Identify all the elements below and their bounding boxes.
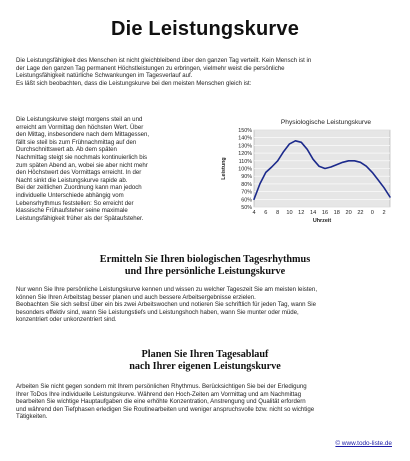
x-axis-label: Uhrzeit	[312, 218, 332, 224]
x-tick-label: 10	[286, 210, 293, 216]
y-axis-label: Leistung	[221, 157, 227, 180]
curve-text-line: Bei der zeitlichen Zuordnung kann man jedoch	[16, 184, 142, 192]
leistungskurve-chart	[210, 116, 395, 229]
y-tick-label: 90%	[241, 174, 252, 181]
section1-line: besonders effektiv sind, wann Sie Leistungstiefs und Leistungshoch haben, wann Sie munter oder müde,	[16, 308, 299, 316]
section1-line: können Sie Ihren Arbeitstag besser planen und auch bessere Arbeitsergebnisse erzielen.	[16, 293, 256, 301]
curve-description	[16, 116, 149, 222]
curve-text-line: Nachmittag steigt sie nochmals kontinuierlich bis	[16, 153, 148, 161]
section2-heading-line: Planen Sie Ihren Tagesablauf	[141, 349, 269, 360]
section1-heading	[0, 254, 410, 278]
intro-paragraph	[16, 57, 311, 87]
section2-paragraph	[16, 383, 314, 421]
y-tick-label: 50%	[241, 205, 252, 211]
curve-text-line: Die Leistungskurve steigt morgens steil an und	[16, 116, 143, 123]
footer-website-link[interactable]: © www.todo-liste.de	[335, 440, 392, 447]
curve-text-line: Durchschnittswert ab. Ab dem späten	[16, 146, 117, 154]
y-tick-label: 110%	[238, 158, 252, 165]
curve-text-line: klassische Frühaufsteher seine maximale	[16, 207, 128, 215]
y-tick-label: 120%	[238, 151, 252, 158]
x-tick-label: 12	[298, 210, 305, 216]
section1-line: konzentriert oder unkonzentriert sind.	[16, 316, 117, 324]
section2-line: und während den Tiefphasen erledigen Sie Routinearbeiten und weniger anspruchsvolle bzw. nicht so wichtige	[16, 405, 315, 413]
section2-line: Tätigkeiten.	[16, 413, 48, 421]
y-tick-label: 130%	[238, 143, 252, 150]
x-tick-label: 6	[264, 210, 268, 216]
x-tick-label: 22	[357, 210, 364, 216]
section2-line: Arbeiten Sie nicht gegen sondern mit Ihrem persönlichen Rhythmus. Berücksichtigen Sie bei der Erledigung	[16, 383, 307, 390]
y-tick-label: 80%	[241, 181, 252, 188]
section2-heading	[0, 349, 410, 373]
section1-heading-line: und Ihre persönliche Leistungskurve	[124, 266, 286, 277]
curve-text-line: Lebensrhythmus feststellen: So erreicht der	[16, 199, 134, 207]
curve-text-line: erreicht am Vormittag den höchsten Wert. Über	[16, 123, 144, 131]
x-tick-label: 20	[345, 210, 352, 216]
section2-line: Ihrer ToDos Ihre individuelle Leistungskurve. Während den Hoch-Zeiten am Vormittag und am Nachmittag	[16, 390, 302, 398]
x-tick-label: 14	[310, 210, 317, 216]
curve-text-line: zum späten Abend an, wobei sie aber nicht mehr	[16, 161, 148, 169]
x-tick-label: 16	[321, 210, 329, 216]
section1-paragraph	[16, 286, 317, 324]
y-tick-label: 100%	[238, 166, 252, 173]
y-tick-label: 70%	[241, 189, 252, 196]
x-tick-label: 2	[382, 210, 386, 216]
intro-line: Leistungsfähigkeit natürliche Schwankungen im Tagesverlauf auf.	[16, 72, 193, 80]
page-title: Die Leistungskurve	[110, 18, 300, 40]
x-tick-label: 8	[276, 210, 280, 216]
intro-line: der Lage den ganzen Tag permanent Höchstleistungen zu erbringen, vielmehr weist die persönliche	[16, 64, 285, 72]
x-tick-label: 0	[370, 210, 374, 216]
intro-line: Die Leistungsfähigkeit des Menschen ist nicht gleichbleibend über den ganzen Tag verteilt. Kein Mensch ist in	[16, 57, 312, 64]
curve-text-line: Nacht sinkt die Leistungskurve rapide ab.	[16, 176, 128, 184]
curve-text-line: den Mittag, insbesondere nach dem Mittagessen,	[16, 131, 150, 139]
section1-heading-line: Ermitteln Sie Ihren biologischen Tagesrhythmus	[99, 254, 311, 265]
curve-text-line: individuelle Unterschiede abhängig vom	[16, 191, 124, 199]
curve-text-line: den Höchstwert des Vormittags erreicht. In der	[16, 169, 142, 177]
section2-line: bearbeiten Sie wichtige Hauptaufgaben die eine erhöhte Konzentration, Anstrengung und Qualität erfordern	[16, 398, 306, 406]
y-tick-label: 140%	[238, 135, 252, 142]
section2-heading-line: nach Ihrer eigenen Leistungskurve	[129, 361, 281, 372]
section1-line: Nur wenn Sie Ihre persönliche Leistungskurve kennen und wissen zu welcher Tageszeit Sie am meisten leisten,	[16, 286, 318, 293]
curve-text-line: fällt sie steil bis zum Frühnachmittag auf den	[16, 138, 137, 146]
x-tick-label: 4	[252, 210, 256, 216]
section1-line: Beobachten Sie sich selbst über ein bis zwei Arbeitswochen und notieren Sie schriftlich für jeden Tag, wann Sie	[16, 301, 317, 309]
x-tick-label: 18	[333, 210, 340, 216]
y-tick-label: 60%	[241, 197, 252, 204]
curve-text-line: Leistungsfähigkeit früher als der Spätaufsteher.	[16, 214, 144, 222]
intro-line: Es läßt sich beobachten, dass die Leistungskurve bei den meisten Menschen gleich ist:	[16, 79, 252, 87]
chart-svg	[210, 116, 395, 224]
y-tick-label: 150%	[238, 128, 252, 134]
chart-title: Physiologische Leistungskurve	[280, 119, 372, 126]
